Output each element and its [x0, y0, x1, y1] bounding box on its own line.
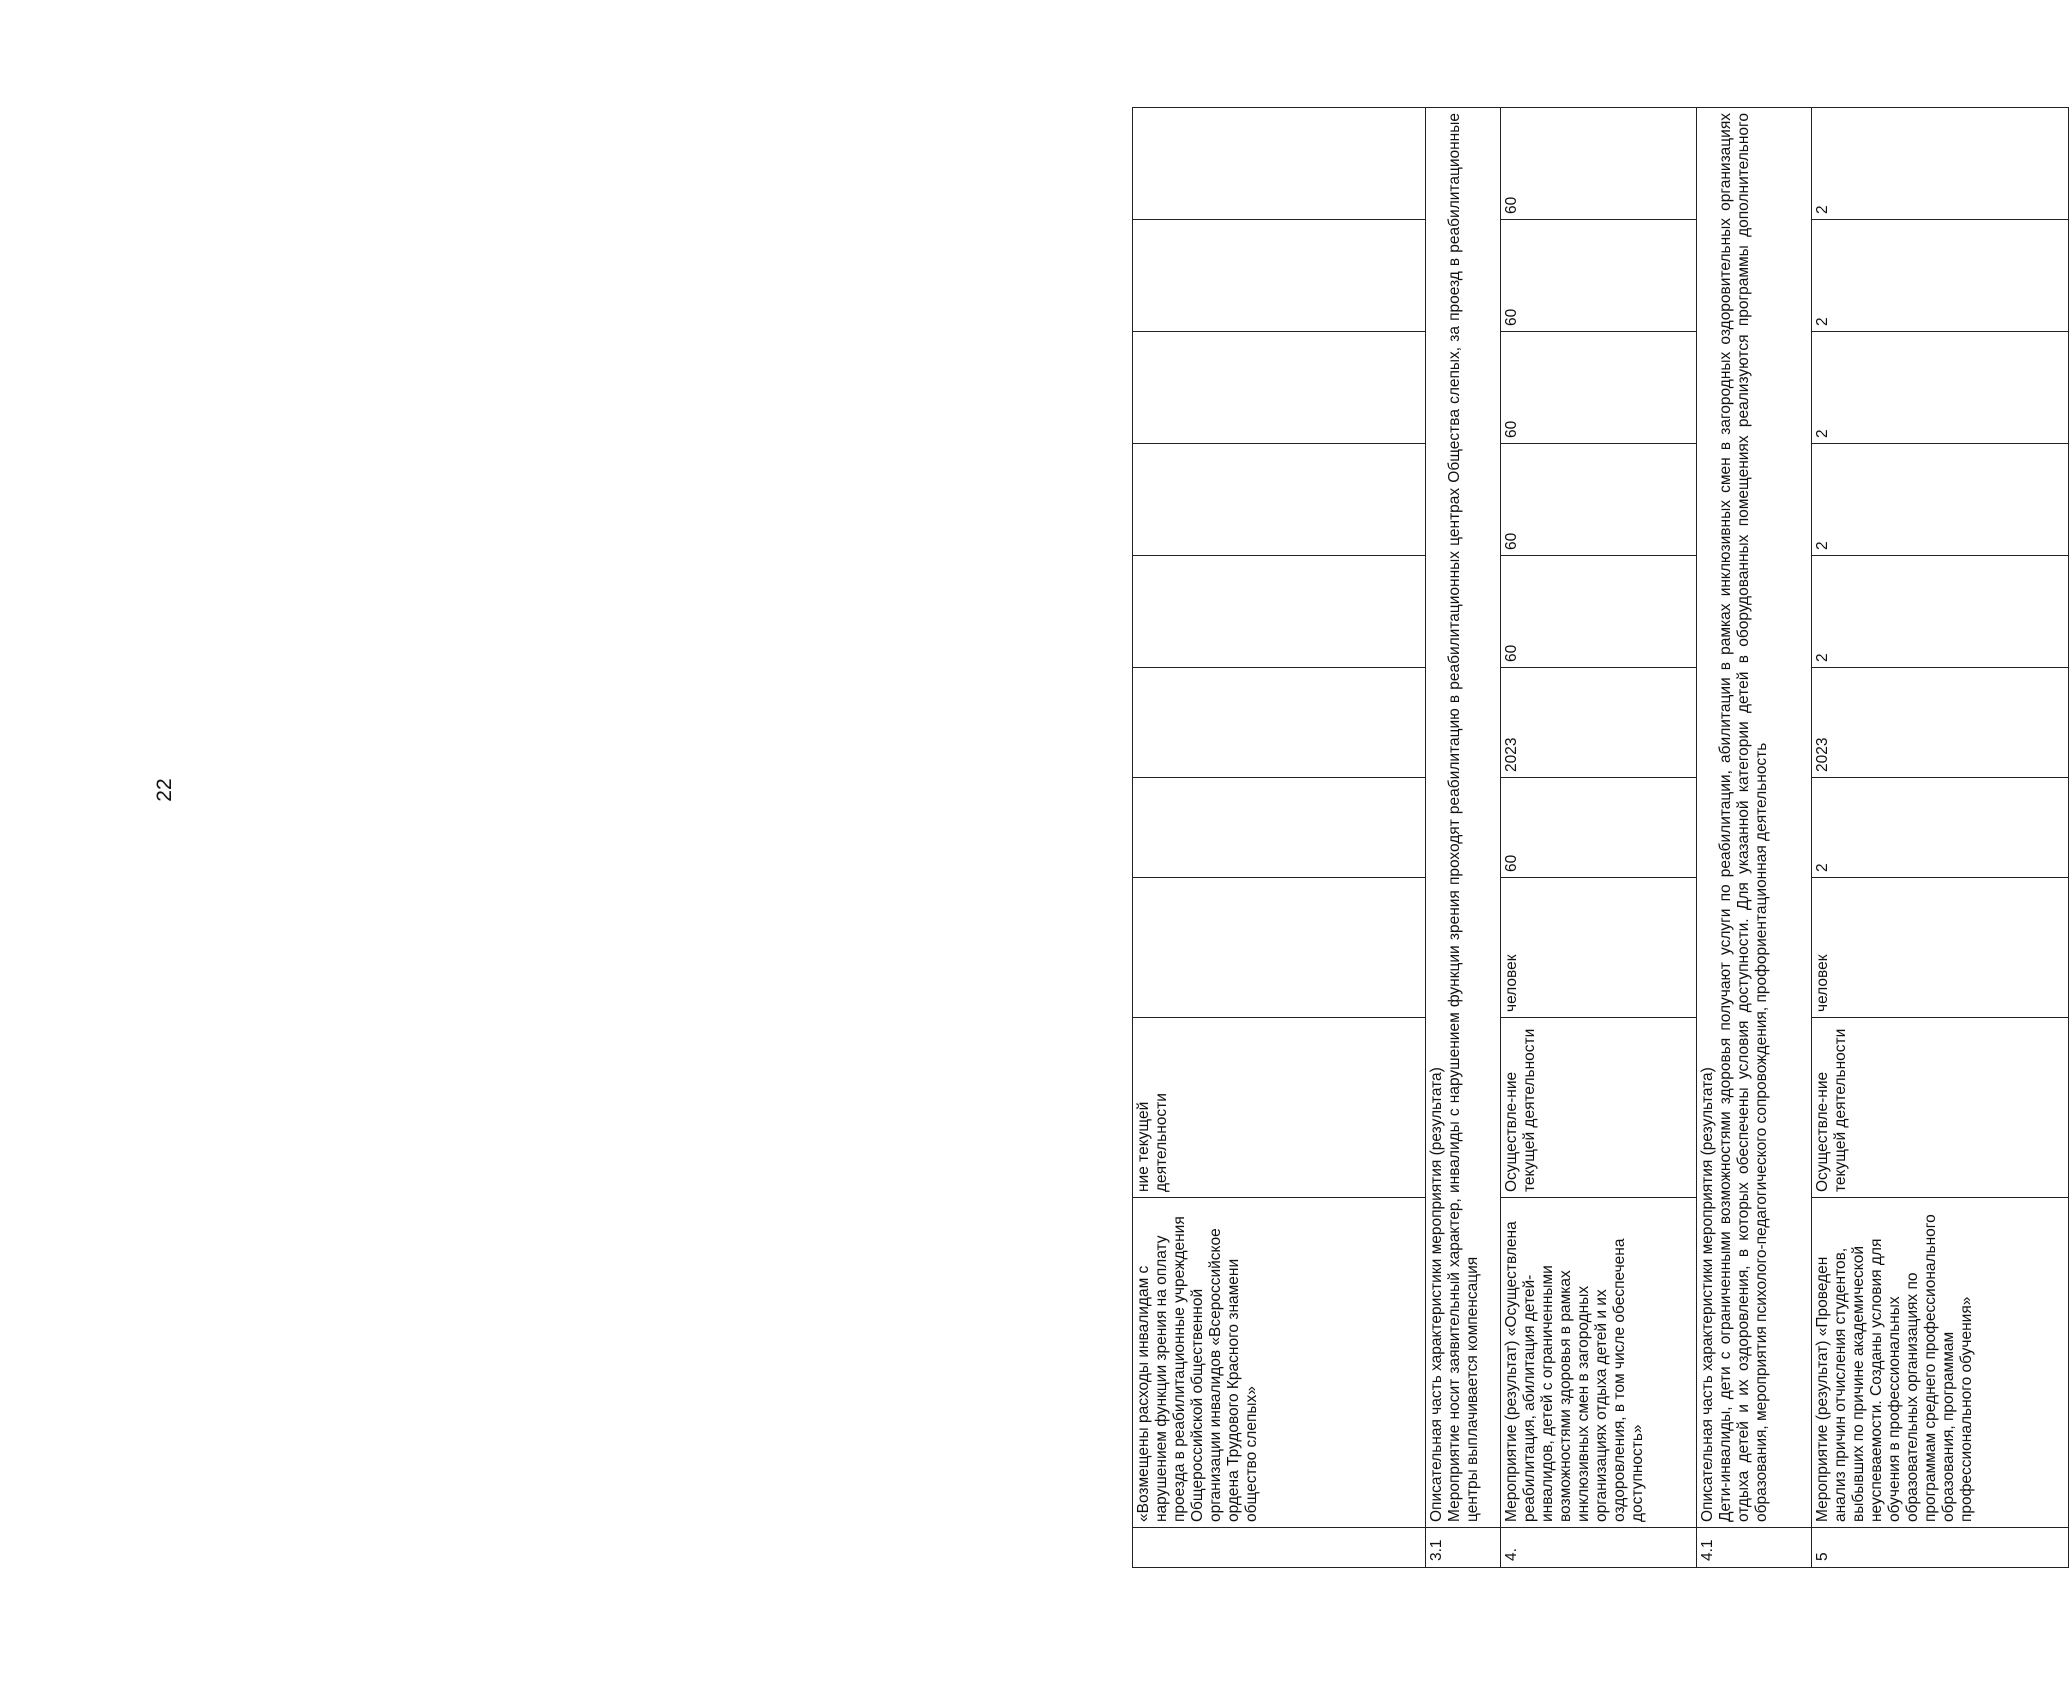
value-cell: 2 [1812, 332, 2069, 444]
row-number [1133, 1528, 1426, 1568]
base-year: 2023 [1812, 668, 2069, 778]
base-value: 60 [1501, 778, 1697, 878]
row-number: 5 [1812, 1528, 2069, 1568]
value-cell: 60 [1501, 332, 1697, 444]
row-number: 4. [1501, 1528, 1697, 1568]
value-cell [1133, 332, 1426, 444]
value-cell: 60 [1501, 108, 1697, 220]
value-cell: 2 [1812, 556, 2069, 668]
measure-name: Мероприятие (результат) «Осуществлена реабилитация, абилитация детей-инвалидов, детей с ограниченными возможностями здоровья в рамках инклюзивных смен в загородных организациях отдыха детей и их оздоровления, в том числе обеспечена доступность» [1501, 1198, 1697, 1528]
unit-cell: человек [1501, 878, 1697, 1018]
value-cell [1133, 220, 1426, 332]
table-row [1812, 108, 2069, 1568]
measure-type: Осуществле-ние текущей деятельности [1812, 1018, 2069, 1198]
value-cell: 60 [1501, 444, 1697, 556]
row-number: 4.1 [1697, 1528, 1812, 1568]
value-cell: 60 [1501, 220, 1697, 332]
value-cell: 2 [1812, 220, 2069, 332]
page-number: 22 [153, 778, 176, 802]
description-text: Мероприятие носит заявительный характер, инвалиды с нарушением функции зрения проходят реабилитацию в реабилитационных центрах Общества слепых, за проезд в реабилитационные центры выплачивается компенсация [1446, 113, 1481, 1522]
base-value [1133, 778, 1426, 878]
measure-name: Мероприятие (результат) «Проведен анализ причин отчисления студентов, выбывших по причине академической неуспеваемости. Созданы условия для обучения в профессиональных образовательных организациях по программам среднего профессионального образования, программам профессионального обучения» [1812, 1198, 2069, 1528]
value-cell [1133, 108, 1426, 220]
description-title: Описательная часть характеристики мероприятия (результата) [1428, 1067, 1445, 1522]
measures-table [1132, 107, 2069, 1568]
value-cell: 2 [1812, 444, 2069, 556]
measure-type: Осуществле-ние текущей деятельности [1501, 1018, 1697, 1198]
rotated-table-container [1132, 108, 2068, 1568]
value-cell [1133, 444, 1426, 556]
description-text: Дети-инвалиды, дети с ограниченными возможностями здоровья получают услуги по реабилитации, абилитации в рамках инклюзивных смен в загородных оздоровительных организациях отдыха детей и их оздоровления, в которых обеспечены условия доступности. Для указанной категории детей в оборудованных помещениях реализуются программы дополнительного образования, мероприятия психолого-педагогического сопровождения, профориентационная деятельность [1717, 113, 1770, 1522]
value-cell: 60 [1501, 556, 1697, 668]
unit-cell [1133, 878, 1426, 1018]
table-row [1133, 108, 1426, 1568]
base-value: 2 [1812, 778, 2069, 878]
measure-type: ние текущей деятельности [1133, 1018, 1426, 1198]
table-row-description [1426, 108, 1501, 1568]
description-title: Описательная часть характеристики мероприятия (результата) [1699, 1067, 1716, 1522]
value-cell [1133, 556, 1426, 668]
value-cell: 2 [1812, 108, 2069, 220]
table-row [1501, 108, 1697, 1568]
base-year [1133, 668, 1426, 778]
base-year: 2023 [1501, 668, 1697, 778]
row-number: 3.1 [1426, 1528, 1501, 1568]
table-row-description [1697, 108, 1812, 1568]
unit-cell: человек [1812, 878, 2069, 1018]
measure-name: «Возмещены расходы инвалидам с нарушением функции зрения на оплату проезда в реабилитационные учреждения Общероссийской общественной организации инвалидов «Всероссийское ордена Трудового Красного знамени общество слепых» [1133, 1198, 1426, 1528]
